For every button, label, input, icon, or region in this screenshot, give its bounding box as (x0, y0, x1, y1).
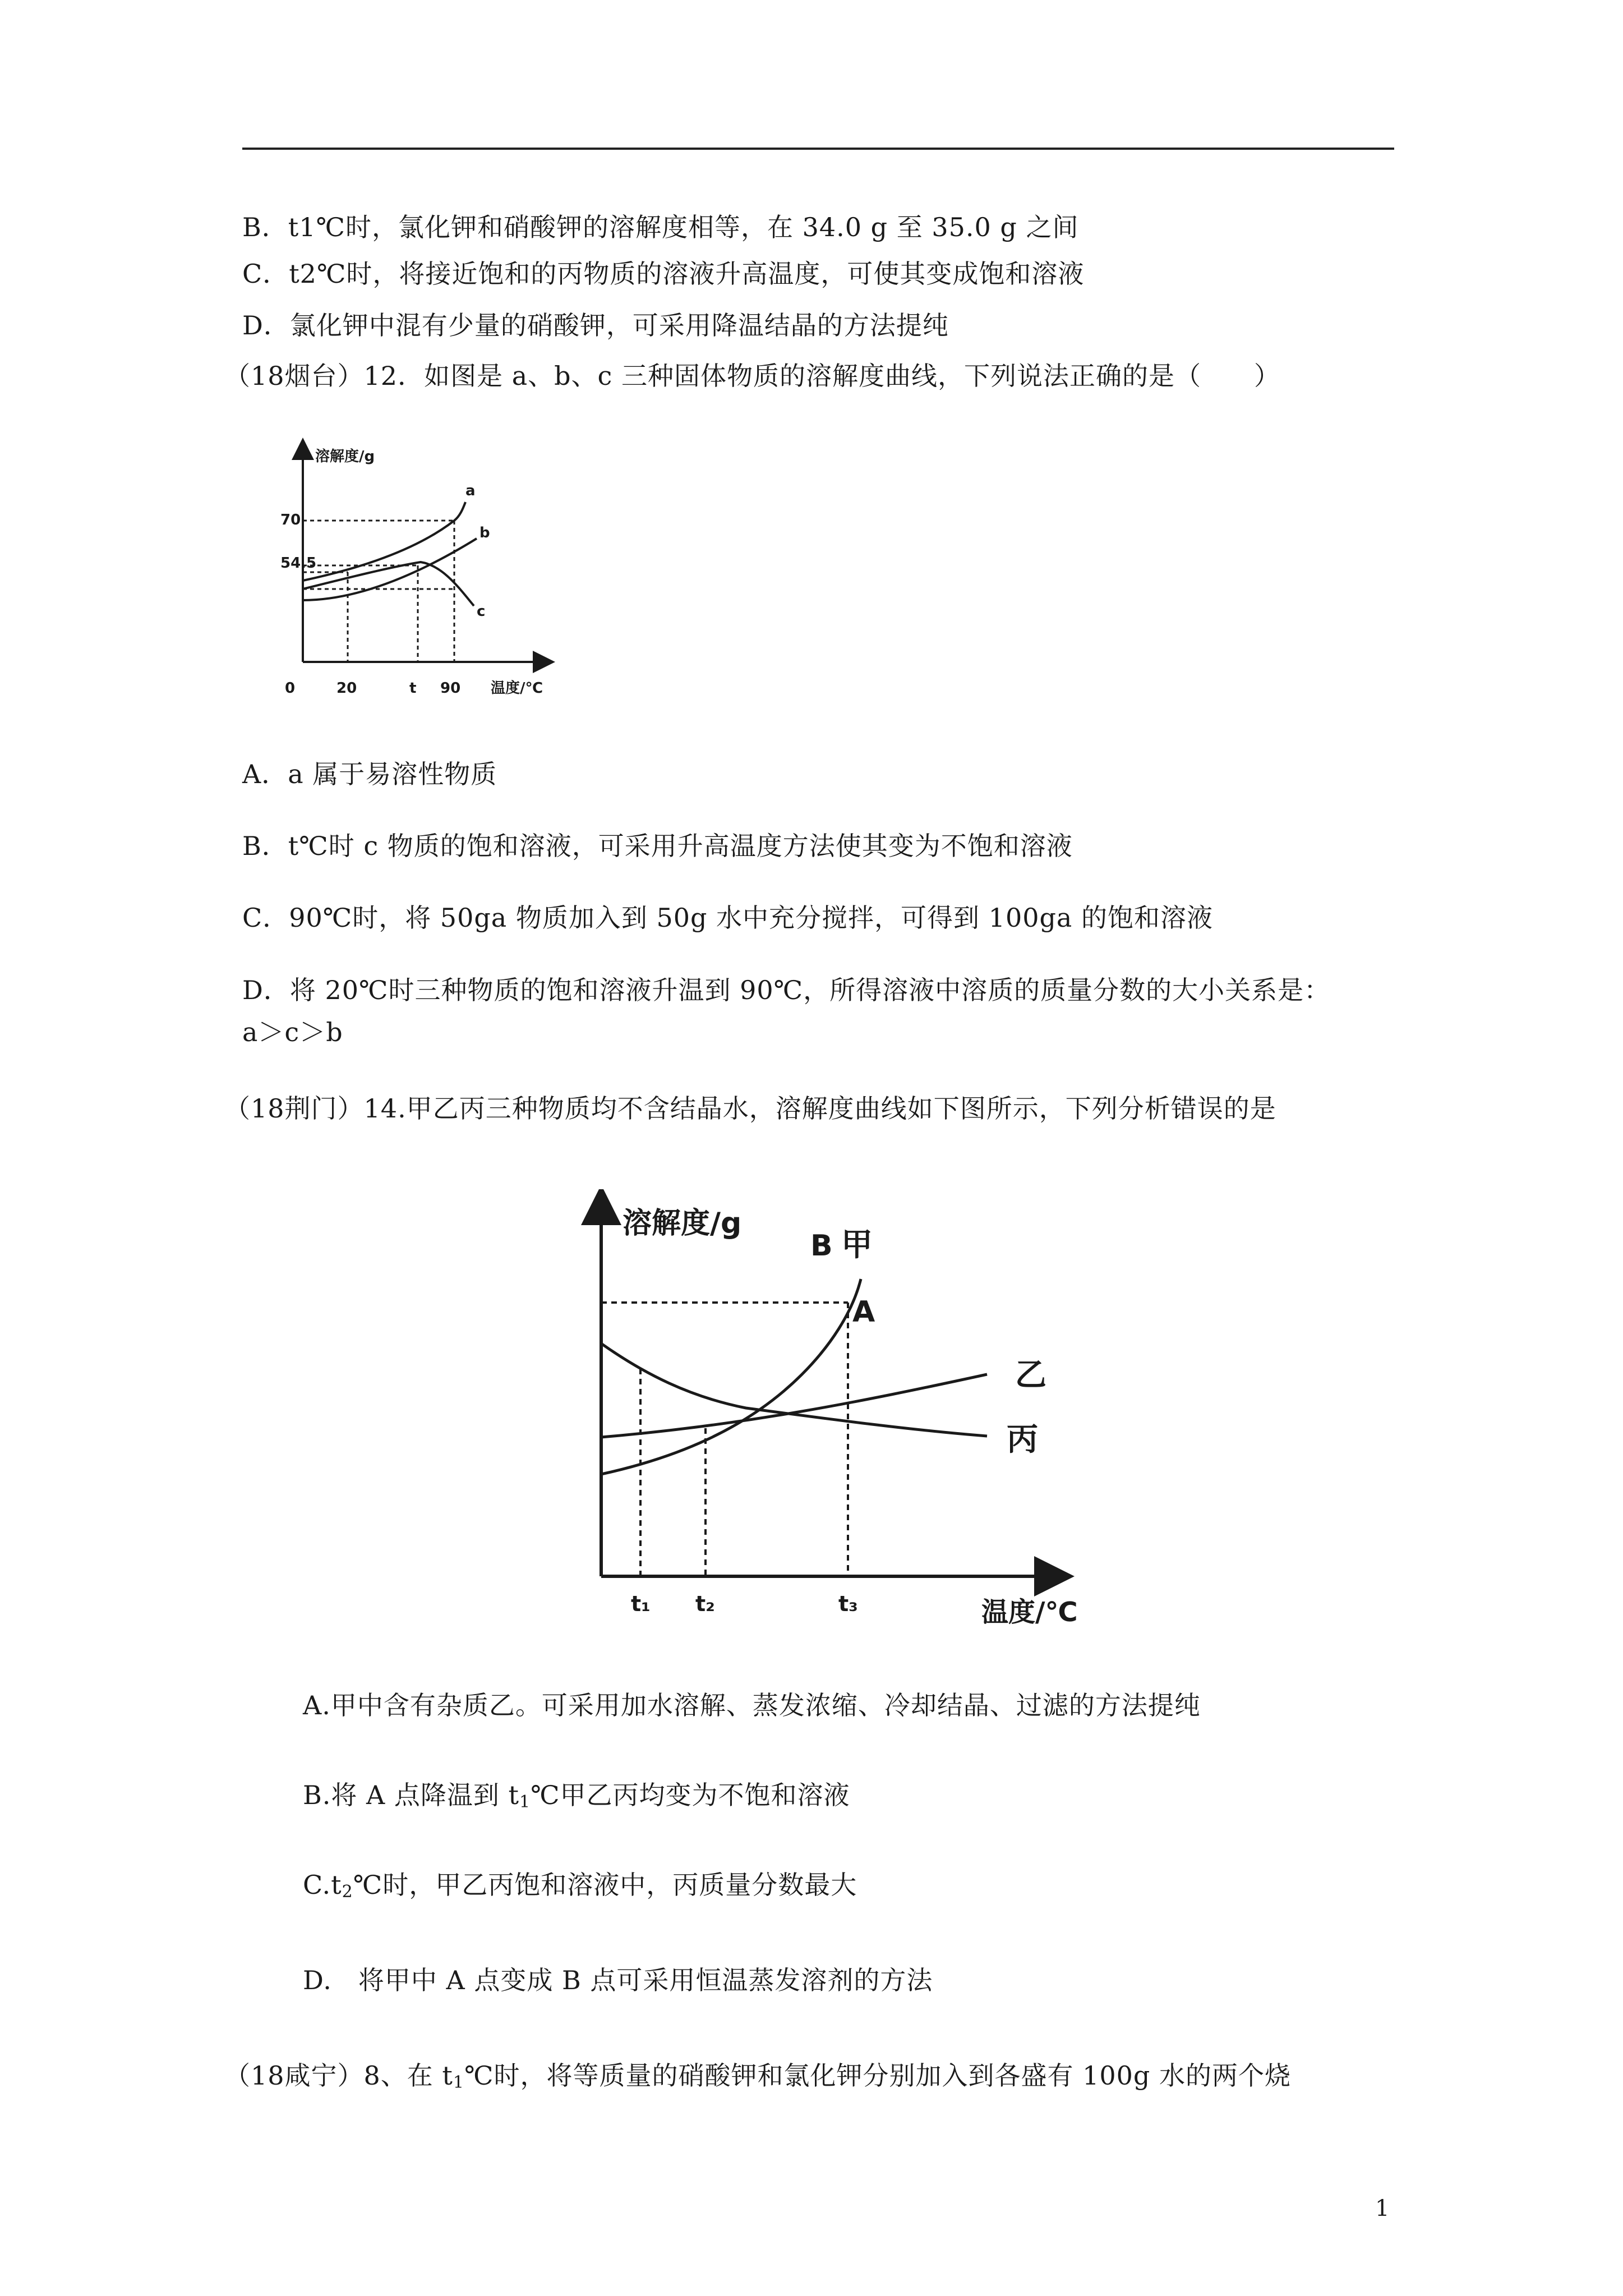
solubility-chart-jia-yi-bing (578, 1189, 1127, 1627)
x-tick-t1: t₁ (631, 1591, 651, 1616)
y-tick-54-5: 54.5 (280, 555, 317, 572)
y-tick-70: 70 (280, 512, 301, 528)
q8-stem: （18咸宁）8、在 $t_1℃$时，将等质量的硝酸钾和氯化钾分别加入到各盛有 100g 水的两个烧 (224, 2060, 1291, 2092)
q12-option-c: C．90℃时，将 50ga 物质加入到 50g 水中充分搅拌，可得到 100ga 的饱和溶液 (242, 903, 1213, 933)
page-number: 1 (1375, 2196, 1390, 2221)
x-axis-label: 温度/℃ (981, 1596, 1078, 1627)
q12-stem: （18烟台）12．如图是 a、b、c 三种固体物质的溶解度曲线，下列说法正确的是（ ） (224, 361, 1280, 391)
q14-option-b: B.将 A 点降温到 $t_1℃$甲乙丙均变为不饱和溶液 (303, 1780, 850, 1812)
q14-option-a: A.甲中含有杂质乙。可采用加水溶解、蒸发浓缩、冷却结晶、过滤的方法提纯 (303, 1690, 1201, 1720)
guide-lines (303, 521, 454, 662)
curve-label-b: b (479, 524, 490, 541)
curve-b (303, 539, 477, 600)
y-axis-label: 溶解度/g (315, 448, 375, 465)
q12-option-a: A．a 属于易溶性物质 (242, 759, 497, 789)
curve-label-a: a (465, 482, 476, 499)
x-tick-20: 20 (336, 680, 357, 697)
curve-label-c: c (477, 603, 486, 620)
x-axis-label: 温度/℃ (491, 680, 543, 697)
point-label-b: B (810, 1229, 833, 1263)
x-tick-t: t (409, 680, 417, 697)
curve-label-jia: 甲 (841, 1227, 873, 1263)
q12-option-b: B．t℃时 c 物质的饱和溶液，可采用升高温度方法使其变为不饱和溶液 (242, 831, 1073, 861)
curve-label-bing: 丙 (1007, 1421, 1038, 1458)
curve-label-yi: 乙 (1015, 1357, 1046, 1393)
q12-option-d-continued: a＞c＞b (242, 1017, 343, 1047)
q14-stem: （18荆门）14.甲乙丙三种物质均不含结晶水，溶解度曲线如下图所示，下列分析错误的是 (224, 1093, 1276, 1124)
guide-lines (601, 1303, 848, 1576)
q14-option-c: $C.t_2℃$时，甲乙丙饱和溶液中，丙质量分数最大 (303, 1870, 857, 1902)
q11-option-c: C．t2℃时，将接近饱和的丙物质的溶液升高温度，可使其变成饱和溶液 (242, 259, 1085, 289)
q11-option-b: B．t1℃时，氯化钾和硝酸钾的溶解度相等，在 34.0 g 至 35.0 g 之间 (242, 212, 1079, 242)
y-axis-label: 溶解度/g (623, 1207, 742, 1240)
solubility-chart-abc (280, 438, 572, 718)
x-tick-0: 0 (285, 680, 296, 697)
q14-option-d: D. 将甲中 A 点变成 B 点可采用恒温蒸发溶剂的方法 (303, 1965, 933, 1995)
x-tick-t3: t₃ (838, 1591, 858, 1616)
q12-option-d: D．将 20℃时三种物质的饱和溶液升温到 90℃，所得溶液中溶质的质量分数的大小关系是： (242, 975, 1331, 1005)
x-tick-90: 90 (440, 680, 461, 697)
q11-option-d: D．氯化钾中混有少量的硝酸钾，可采用降温结晶的方法提纯 (242, 310, 949, 341)
header-rule (242, 148, 1394, 150)
x-tick-t2: t₂ (695, 1591, 715, 1616)
point-label-a: A (852, 1295, 875, 1329)
curve-bing (601, 1343, 987, 1436)
